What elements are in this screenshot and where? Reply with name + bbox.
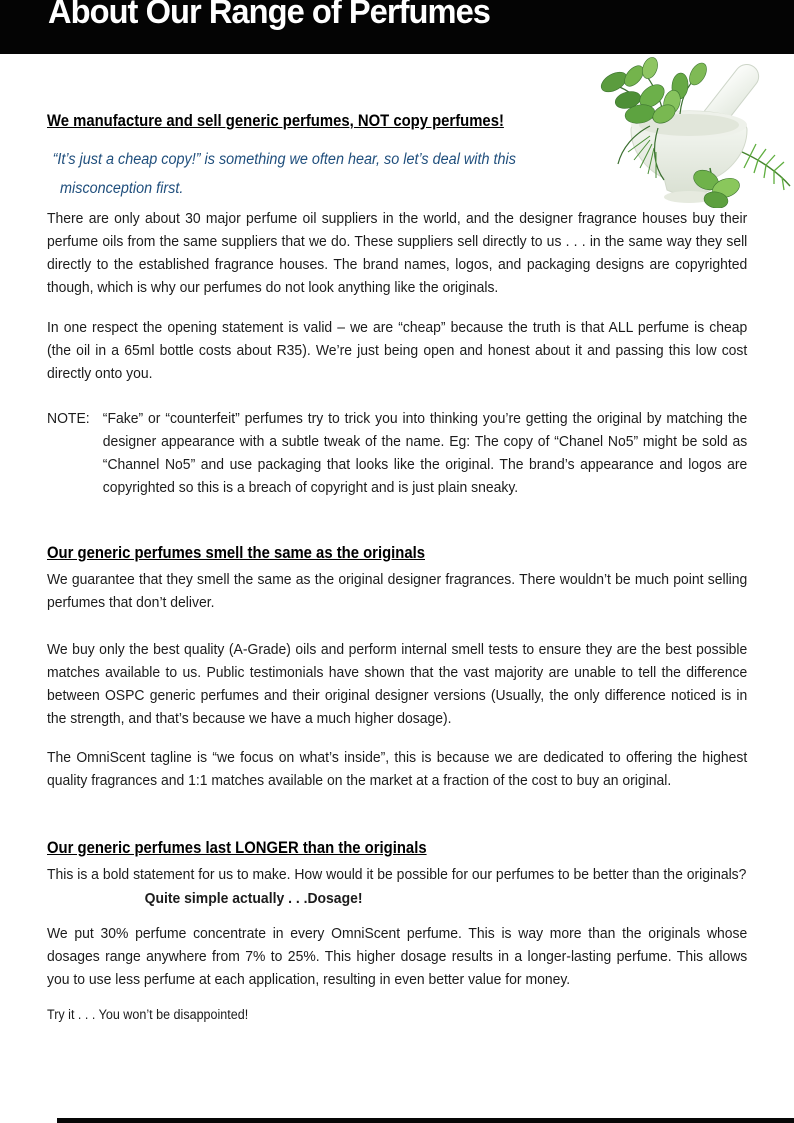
footer-rule [57, 1118, 794, 1123]
paragraph-oil-suppliers: There are only about 30 major perfume oil suppliers in the world, and the designer fragrance houses buy their perfume oils from the same suppliers that we do. These suppliers sell directly to us . . . in the same way they sell directly to the established fragrance houses. The brand names, logos, and packaging designs are copyrighted though, which is why our perfumes do not look anything like the originals. [47, 210, 748, 296]
document-body [0, 54, 794, 1025]
page-title: About Our Range of Perfumes [48, 0, 490, 31]
pull-quote-cheap-copy: “It’s just a cheap copy!” is something we often hear, so let’s deal with this misconception first. [52, 151, 516, 197]
section-heading-smell-same: Our generic perfumes smell the same as the originals [47, 544, 425, 562]
section-heading-not-copy-perfumes: We manufacture and sell generic perfumes, NOT copy perfumes! [47, 112, 504, 130]
closing-try-it-line: Try it . . . You won’t be disappointed! [47, 1007, 249, 1022]
paragraph-bold-statement: This is a bold statement for us to make. How would it be possible for our perfumes to be better than the originals? [47, 866, 747, 883]
paragraph-omniscent-tagline: The OmniScent tagline is “we focus on what’s inside”, this is because we are dedicated to offering the highest quality fragrances and 1:1 matches available on the market at a fraction of the cost to buy an original. [47, 749, 748, 789]
note-block [47, 407, 747, 499]
emphasis-dosage-line: Quite simple actually . . .Dosage! [144, 890, 363, 907]
paragraph-30-percent-concentrate: We put 30% perfume concentrate in every OmniScent perfume. This is way more than the originals whose dosages range anywhere from 7% to 25%. This higher dosage results in a longer-lasting perfume. This allows you to use less perfume at each application, resulting in even better value for money. [47, 925, 748, 988]
section-heading-last-longer: Our generic perfumes last LONGER than the originals [47, 839, 427, 857]
paragraph-a-grade-oils: We buy only the best quality (A-Grade) oils and perform internal smell tests to ensure they are the best possible matches available to us. Public testimonials have shown that the vast majority are unable to tell the difference between OSPC generic perfumes and their original designer versions (Usually, the only difference noticed is in the strength, and that’s because we have a much higher dosage). [47, 641, 748, 727]
note-text-counterfeit: “Fake” or “counterfeit” perfumes try to trick you into thinking you’re getting the original by matching the designer appearance with a subtle tweak of the name. Eg: The copy of “Chanel No5” might be sold as “Channel No5” and use packaging that looks like the original. The brand’s appearance and logos are copyrighted so this is a breach of copyright and is just plain sneaky. [102, 410, 748, 496]
title-banner [0, 0, 794, 54]
paragraph-guarantee: We guarantee that they smell the same as the original designer fragrances. There wouldn’t be much point selling perfumes that don’t deliver. [47, 571, 748, 611]
paragraph-cheap-honest: In one respect the opening statement is valid – we are “cheap” because the truth is that ALL perfume is cheap (the oil in a 65ml bottle costs about R35). We’re just being open and honest about it and passing this low cost directly onto you. [47, 319, 748, 382]
note-label: NOTE: [47, 410, 90, 427]
